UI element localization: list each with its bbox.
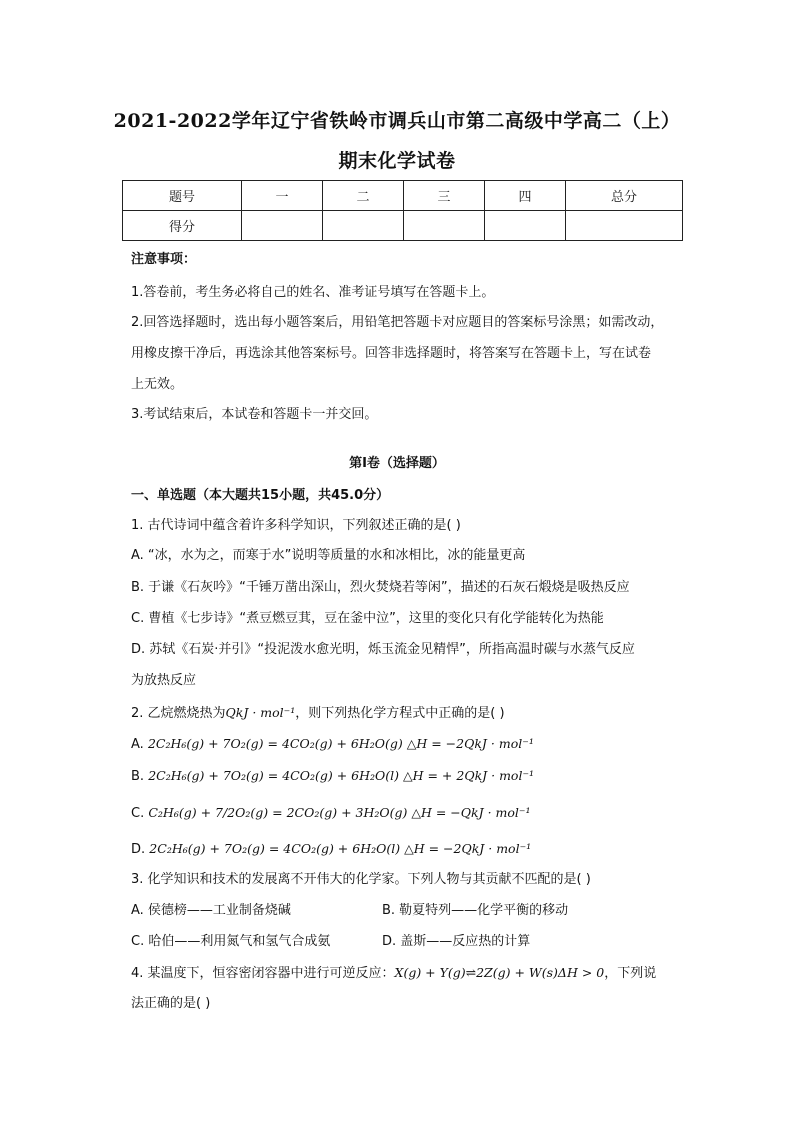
score-cell [242,211,323,241]
exam-title-line1: 2021-2022学年辽宁省铁岭市调兵山市第二高级中学高二（上） [113,110,681,132]
q4-stem [131,963,656,984]
score-row-label: 得分 [123,211,242,241]
q2-stem-pre: 2. 乙烷燃烧热为 [131,706,226,721]
score-table-header-row [123,181,683,211]
q4-stem-math: X(g) + Y(g)⇌2Z(g) + W(s)ΔH > 0 [394,965,605,980]
q2-option-a [131,734,534,755]
q2-option-d [131,839,531,860]
score-table [122,180,683,241]
score-header-cell: 总分 [566,181,683,211]
q2-option-d-equation: 2C₂H₆(g) + 7O₂(g) = 4CO₂(g) + 6H₂O(l) △H = −2QkJ · mol⁻¹ [149,841,532,856]
score-header-cell: 题号 [123,181,242,211]
q1-option-a: A. “冰，水为之，而寒于水”说明等质量的水和冰相比，冰的能量更高 [131,548,526,563]
score-cell [404,211,485,241]
q2-stem [131,703,505,724]
q2-option-c-label: C. [131,806,145,821]
q4-stem-pre: 4. 某温度下，恒容密闭容器中进行可逆反应： [131,966,395,981]
notice-item: 用橡皮擦干净后，再选涂其他答案标号。回答非选择题时，将答案写在答题卡上，写在试卷 [131,346,652,361]
q4-stem-post: ，下列说 [604,966,657,981]
q2-option-d-label: D. [131,842,146,857]
q1-stem: 1. 古代诗词中蕴含着许多科学知识，下列叙述正确的是( ) [131,518,461,533]
q3-option-b: B. 勒夏特列——化学平衡的移动 [382,903,569,918]
score-header-cell: 一 [242,181,323,211]
q2-option-c-equation: C₂H₆(g) + 7/2O₂(g) = 2CO₂(g) + 3H₂O(g) △H = −QkJ · mol⁻¹ [148,805,531,820]
score-header-cell: 三 [404,181,485,211]
q3-option-d: D. 盖斯——反应热的计算 [382,934,531,949]
score-table-score-row [123,211,683,241]
notice-item: 1.答卷前，考生务必将自己的姓名、准考证号填写在答题卡上。 [131,285,495,300]
score-header-cell: 二 [323,181,404,211]
notice-item: 2.回答选择题时，选出每小题答案后，用铅笔把答题卡对应题目的答案标号涂黑；如需改动， [131,315,664,330]
q2-option-b-label: B. [131,769,145,784]
part-title: 一、单选题（本大题共15小题，共45.0分） [131,488,390,503]
section-title: 第I卷（选择题） [349,456,445,471]
q2-option-b-equation: 2C₂H₆(g) + 7O₂(g) = 4CO₂(g) + 6H₂O(l) △H = + 2QkJ · mol⁻¹ [148,768,535,783]
q2-stem-post: ，则下列热化学方程式中正确的是( ) [295,706,505,721]
q2-option-c [131,803,531,824]
q3-stem: 3. 化学知识和技术的发展离不开伟大的化学家。下列人物与其贡献不匹配的是( ) [131,872,591,887]
score-header-cell: 四 [485,181,566,211]
q1-option-b: B. 于谦《石灰吟》“千锤万凿出深山，烈火焚烧若等闲”，描述的石灰石煅烧是吸热反应 [131,580,630,595]
notice-heading: 注意事项： [131,252,197,267]
q2-stem-math: QkJ · mol⁻¹ [225,705,296,720]
score-cell [485,211,566,241]
q2-option-a-equation: 2C₂H₆(g) + 7O₂(g) = 4CO₂(g) + 6H₂O(g) △H = −2QkJ · mol⁻¹ [147,736,534,751]
notice-item: 3.考试结束后，本试卷和答题卡一并交回。 [131,407,378,422]
q3-option-a: A. 侯德榜——工业制备烧碱 [131,903,291,918]
notice-item: 上无效。 [131,377,184,392]
q2-option-a-label: A. [131,737,144,752]
score-cell [323,211,404,241]
q1-option-d-cont: 为放热反应 [131,673,197,688]
score-cell [566,211,683,241]
q1-option-d: D. 苏轼《石炭·并引》“投泥泼水愈光明，烁玉流金见精悍”，所指高温时碳与水蒸气反应 [131,642,635,657]
q2-option-b [131,766,534,787]
q4-stem-cont: 法正确的是( ) [131,996,211,1011]
exam-title-line2: 期末化学试卷 [338,150,456,172]
q3-option-c: C. 哈伯——利用氮气和氢气合成氨 [131,934,331,949]
q1-option-c: C. 曹植《七步诗》“煮豆燃豆萁，豆在釜中泣”，这里的变化只有化学能转化为热能 [131,611,604,626]
